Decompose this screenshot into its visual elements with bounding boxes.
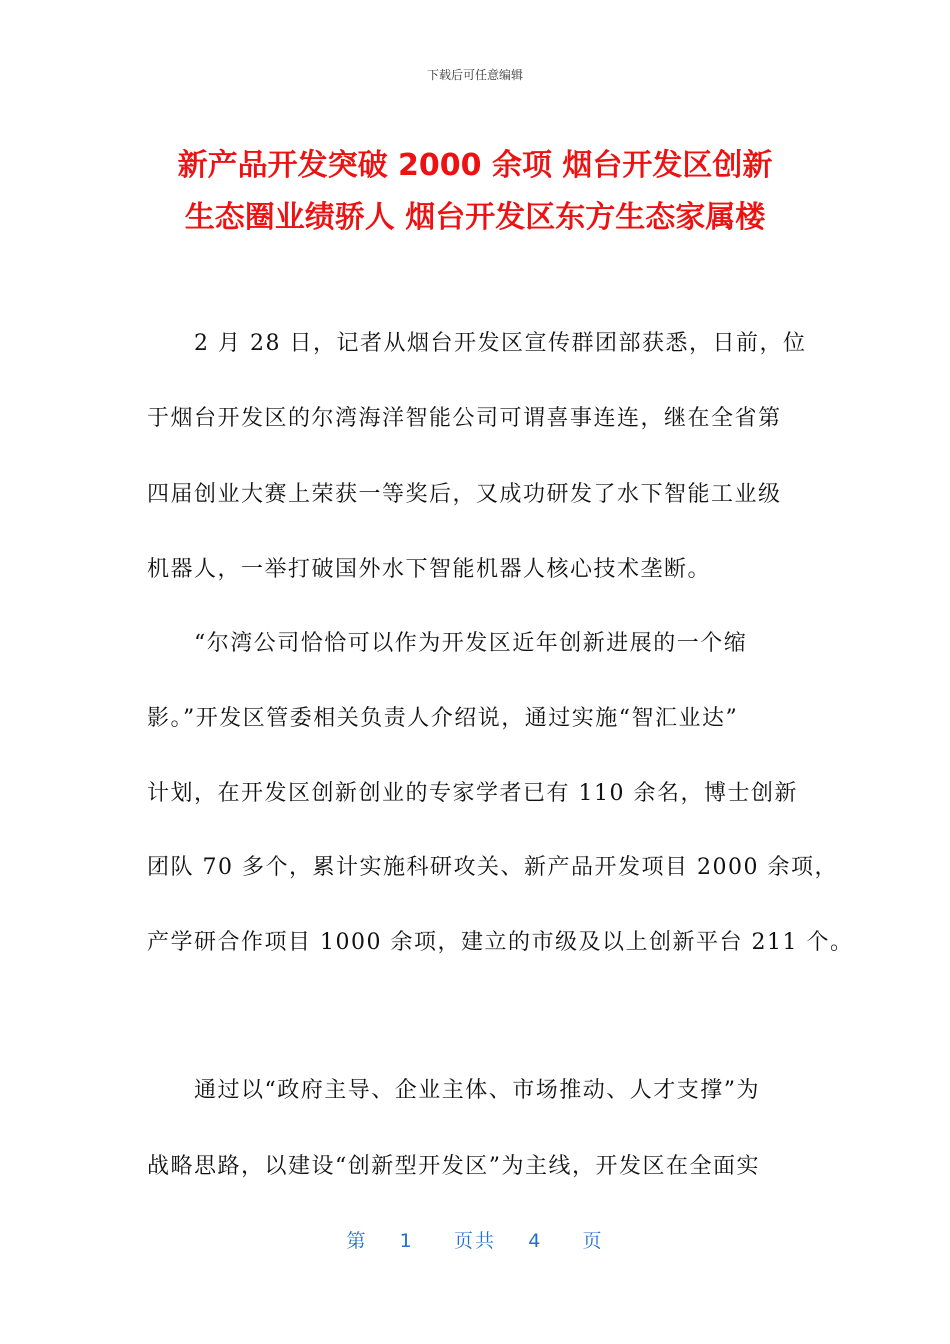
document-title-line-1: 新产品开发突破 2000 余项 烟台开发区创新 <box>177 148 773 183</box>
body-line-2: 于烟台开发区的尔湾海洋智能公司可谓喜事连连，继在全省第 <box>147 406 782 431</box>
body-line-11: 战略思路，以建设“创新型开发区”为主线，开发区在全面实 <box>147 1154 760 1179</box>
header-note: 下载后可任意编辑 <box>426 68 523 82</box>
body-line-5: “尔湾公司恰恰可以作为开发区近年创新进展的一个缩 <box>147 631 748 656</box>
body-line-3: 四届创业大赛上荣获一等奖后，又成功研发了水下智能工业级 <box>147 482 782 507</box>
page-prefix: 第 <box>346 1230 368 1252</box>
page-suffix: 页 <box>582 1230 604 1252</box>
page-footer <box>0 1226 950 1253</box>
page-total: 4 <box>528 1230 543 1252</box>
body-line-6: 影。”开发区管委相关负责人介绍说，通过实施“智汇业达” <box>147 706 739 731</box>
body-line-4: 机器人，一举打破国外水下智能机器人核心技术垄断。 <box>147 557 712 582</box>
body-line-10: 通过以“政府主导、企业主体、市场推动、人才支撑”为 <box>147 1078 760 1103</box>
body-line-1: 2 月 28 日，记者从烟台开发区宣传群团部获悉，日前，位 <box>147 331 807 356</box>
document-title-line-2: 生态圈业绩骄人 烟台开发区东方生态家属楼 <box>184 200 766 235</box>
body-line-7: 计划，在开发区创新创业的专家学者已有 110 余名，博士创新 <box>147 781 798 806</box>
page-number: 1 <box>399 1230 414 1252</box>
body-line-9: 产学研合作项目 1000 余项，建立的市级及以上创新平台 211 个。 <box>147 930 854 955</box>
body-line-8: 团队 70 多个，累计实施科研攻关、新产品开发项目 2000 余项， <box>147 855 838 880</box>
page-middle: 页共 <box>453 1230 496 1252</box>
